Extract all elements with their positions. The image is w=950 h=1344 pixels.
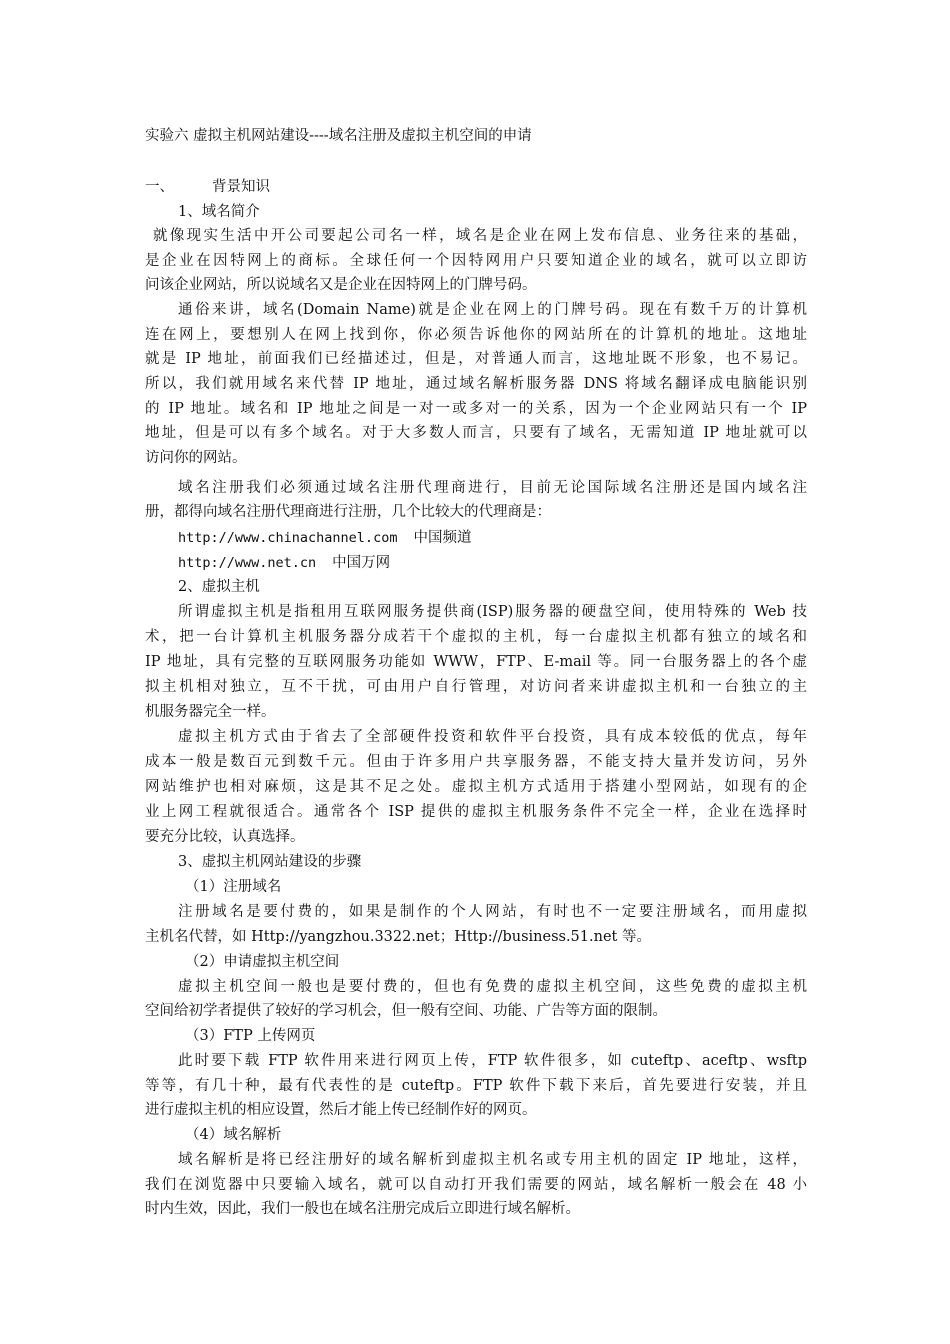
step-heading: （3）FTP 上传网页 bbox=[185, 1028, 316, 1044]
paragraph-line: IP 地址，具有完整的互联网服务功能如 WWW，FTP、E-mail 等。同一台服务器上的各个虚 bbox=[145, 654, 807, 670]
paragraph-line: 册，都得向域名注册代理商进行注册，几个比较大的代理商是： bbox=[145, 504, 551, 520]
paragraph-line: 主机名代替，如 Http://yangzhou.3322.net；Http://business.51.net 等。 bbox=[145, 929, 651, 945]
paragraph-line: 就像现实生活中开公司要起公司名一样，域名是企业在网上发布信息、业务往来的基础， bbox=[153, 228, 807, 244]
paragraph-line: 虚拟主机空间一般也是要付费的，但也有免费的虚拟主机空间，这些免费的虚拟主机 bbox=[178, 979, 807, 995]
paragraph-line: 空间给初学者提供了较好的学习机会，但一般有空间、功能、广告等方面的限制。 bbox=[145, 1003, 667, 1019]
paragraph-line: 地址，但是可以有多个域名。对于大多数人而言，只要有了域名，无需知道 IP 地址就可以 bbox=[145, 425, 807, 441]
paragraph-line: 拟主机相对独立，互不干扰，可由用户自行管理，对访问者来讲虚拟主机和一台独立的主 bbox=[145, 679, 807, 695]
subsection-heading: 2、虚拟主机 bbox=[178, 579, 260, 595]
agent-name: 中国万网 bbox=[332, 555, 391, 571]
paragraph-line: 要充分比较，认真选择。 bbox=[145, 829, 305, 845]
subsection-heading: 1、域名简介 bbox=[178, 204, 260, 220]
agent-url[interactable]: http://www.net.cn bbox=[178, 555, 317, 571]
paragraph-line: 问该企业网站，所以说域名又是企业在因特网上的门牌号码。 bbox=[145, 277, 537, 293]
agent-row bbox=[178, 526, 471, 550]
paragraph-line: 的 IP 地址。域名和 IP 地址之间是一对一或多对一的关系，因为一个企业网站只有一个 IP bbox=[145, 401, 807, 417]
paragraph-line: 术，把一台计算机主机服务器分成若干个虚拟的主机，每一台虚拟主机都有独立的域名和 bbox=[145, 629, 807, 645]
paragraph-line: 我们在浏览器中只要输入域名，就可以自动打开我们需要的网站，域名解析一般会在 48 小 bbox=[145, 1177, 807, 1193]
paragraph-line: 业上网工程就很适合。通常各个 ISP 提供的虚拟主机服务条件不完全一样，企业在选择时 bbox=[145, 804, 807, 820]
document-title: 实验六 虚拟主机网站建设----域名注册及虚拟主机空间的申请 bbox=[145, 128, 532, 144]
subsection-heading: 3、虚拟主机网站建设的步骤 bbox=[178, 854, 362, 870]
paragraph-line: 通俗来讲，域名(Domain Name)就是企业在网上的门牌号码。现在有数千万的计算机 bbox=[178, 302, 807, 318]
paragraph-line: 成本一般是数百元到数千元。但由于许多用户共享服务器，不能支持大量并发访问，另外 bbox=[145, 754, 807, 770]
paragraph-line: 虚拟主机方式由于省去了全部硬件投资和软件平台投资，具有成本较低的优点，每年 bbox=[178, 729, 807, 745]
paragraph-line: 连在网上，要想别人在网上找到你，你必须告诉他你的网站所在的计算机的地址。这地址 bbox=[145, 327, 807, 343]
paragraph-line: 域名注册我们必须通过域名注册代理商进行，目前无论国际域名注册还是国内域名注 bbox=[178, 480, 807, 496]
paragraph-line: 所以，我们就用域名来代替 IP 地址，通过域名解析服务器 DNS 将域名翻译成电脑能识别 bbox=[145, 376, 807, 392]
paragraph-line: 时内生效，因此，我们一般也在域名注册完成后立即进行域名解析。 bbox=[145, 1201, 580, 1217]
paragraph-line: 是企业在因特网上的商标。全球任何一个因特网用户只要知道企业的域名，就可以立即访 bbox=[145, 253, 807, 269]
agent-name: 中国频道 bbox=[413, 530, 472, 546]
agent-url[interactable]: http://www.chinachannel.com bbox=[178, 530, 398, 546]
paragraph-line: 机服务器完全一样。 bbox=[145, 704, 276, 720]
paragraph-line: 注册域名是要付费的，如果是制作的个人网站，有时也不一定要注册域名，而用虚拟 bbox=[178, 904, 807, 920]
paragraph-line: 等等，有几十种，最有代表性的是 cuteftp。FTP 软件下载下来后，首先要进行安装，并且 bbox=[145, 1078, 807, 1094]
paragraph-line: 访问你的网站。 bbox=[145, 450, 247, 466]
step-heading: （2）申请虚拟主机空间 bbox=[185, 954, 340, 970]
paragraph-line: 就是 IP 地址，前面我们已经描述过，但是，对普通人而言，这地址既不形象，也不易记。 bbox=[145, 351, 807, 367]
paragraph-line: 此时要下载 FTP 软件用来进行网页上传，FTP 软件很多，如 cuteftp、aceftp、wsftp bbox=[178, 1053, 807, 1069]
paragraph-line: 所谓虚拟主机是指租用互联网服务提供商(ISP)服务器的硬盘空间，使用特殊的 Web 技 bbox=[178, 604, 807, 620]
section-number: 一、 bbox=[145, 179, 174, 195]
paragraph-line: 网站维护也相对麻烦，这是其不足之处。虚拟主机方式适用于搭建小型网站，如现有的企 bbox=[145, 779, 807, 795]
agent-row bbox=[178, 551, 390, 575]
step-heading: （4）域名解析 bbox=[185, 1127, 282, 1143]
paragraph-line: 进行虚拟主机的相应设置，然后才能上传已经制作好的网页。 bbox=[145, 1102, 537, 1118]
paragraph-line: 域名解析是将已经注册好的域名解析到虚拟主机名或专用主机的固定 IP 地址，这样， bbox=[178, 1152, 807, 1168]
section-label: 背景知识 bbox=[212, 179, 270, 195]
step-heading: （1）注册域名 bbox=[185, 879, 282, 895]
